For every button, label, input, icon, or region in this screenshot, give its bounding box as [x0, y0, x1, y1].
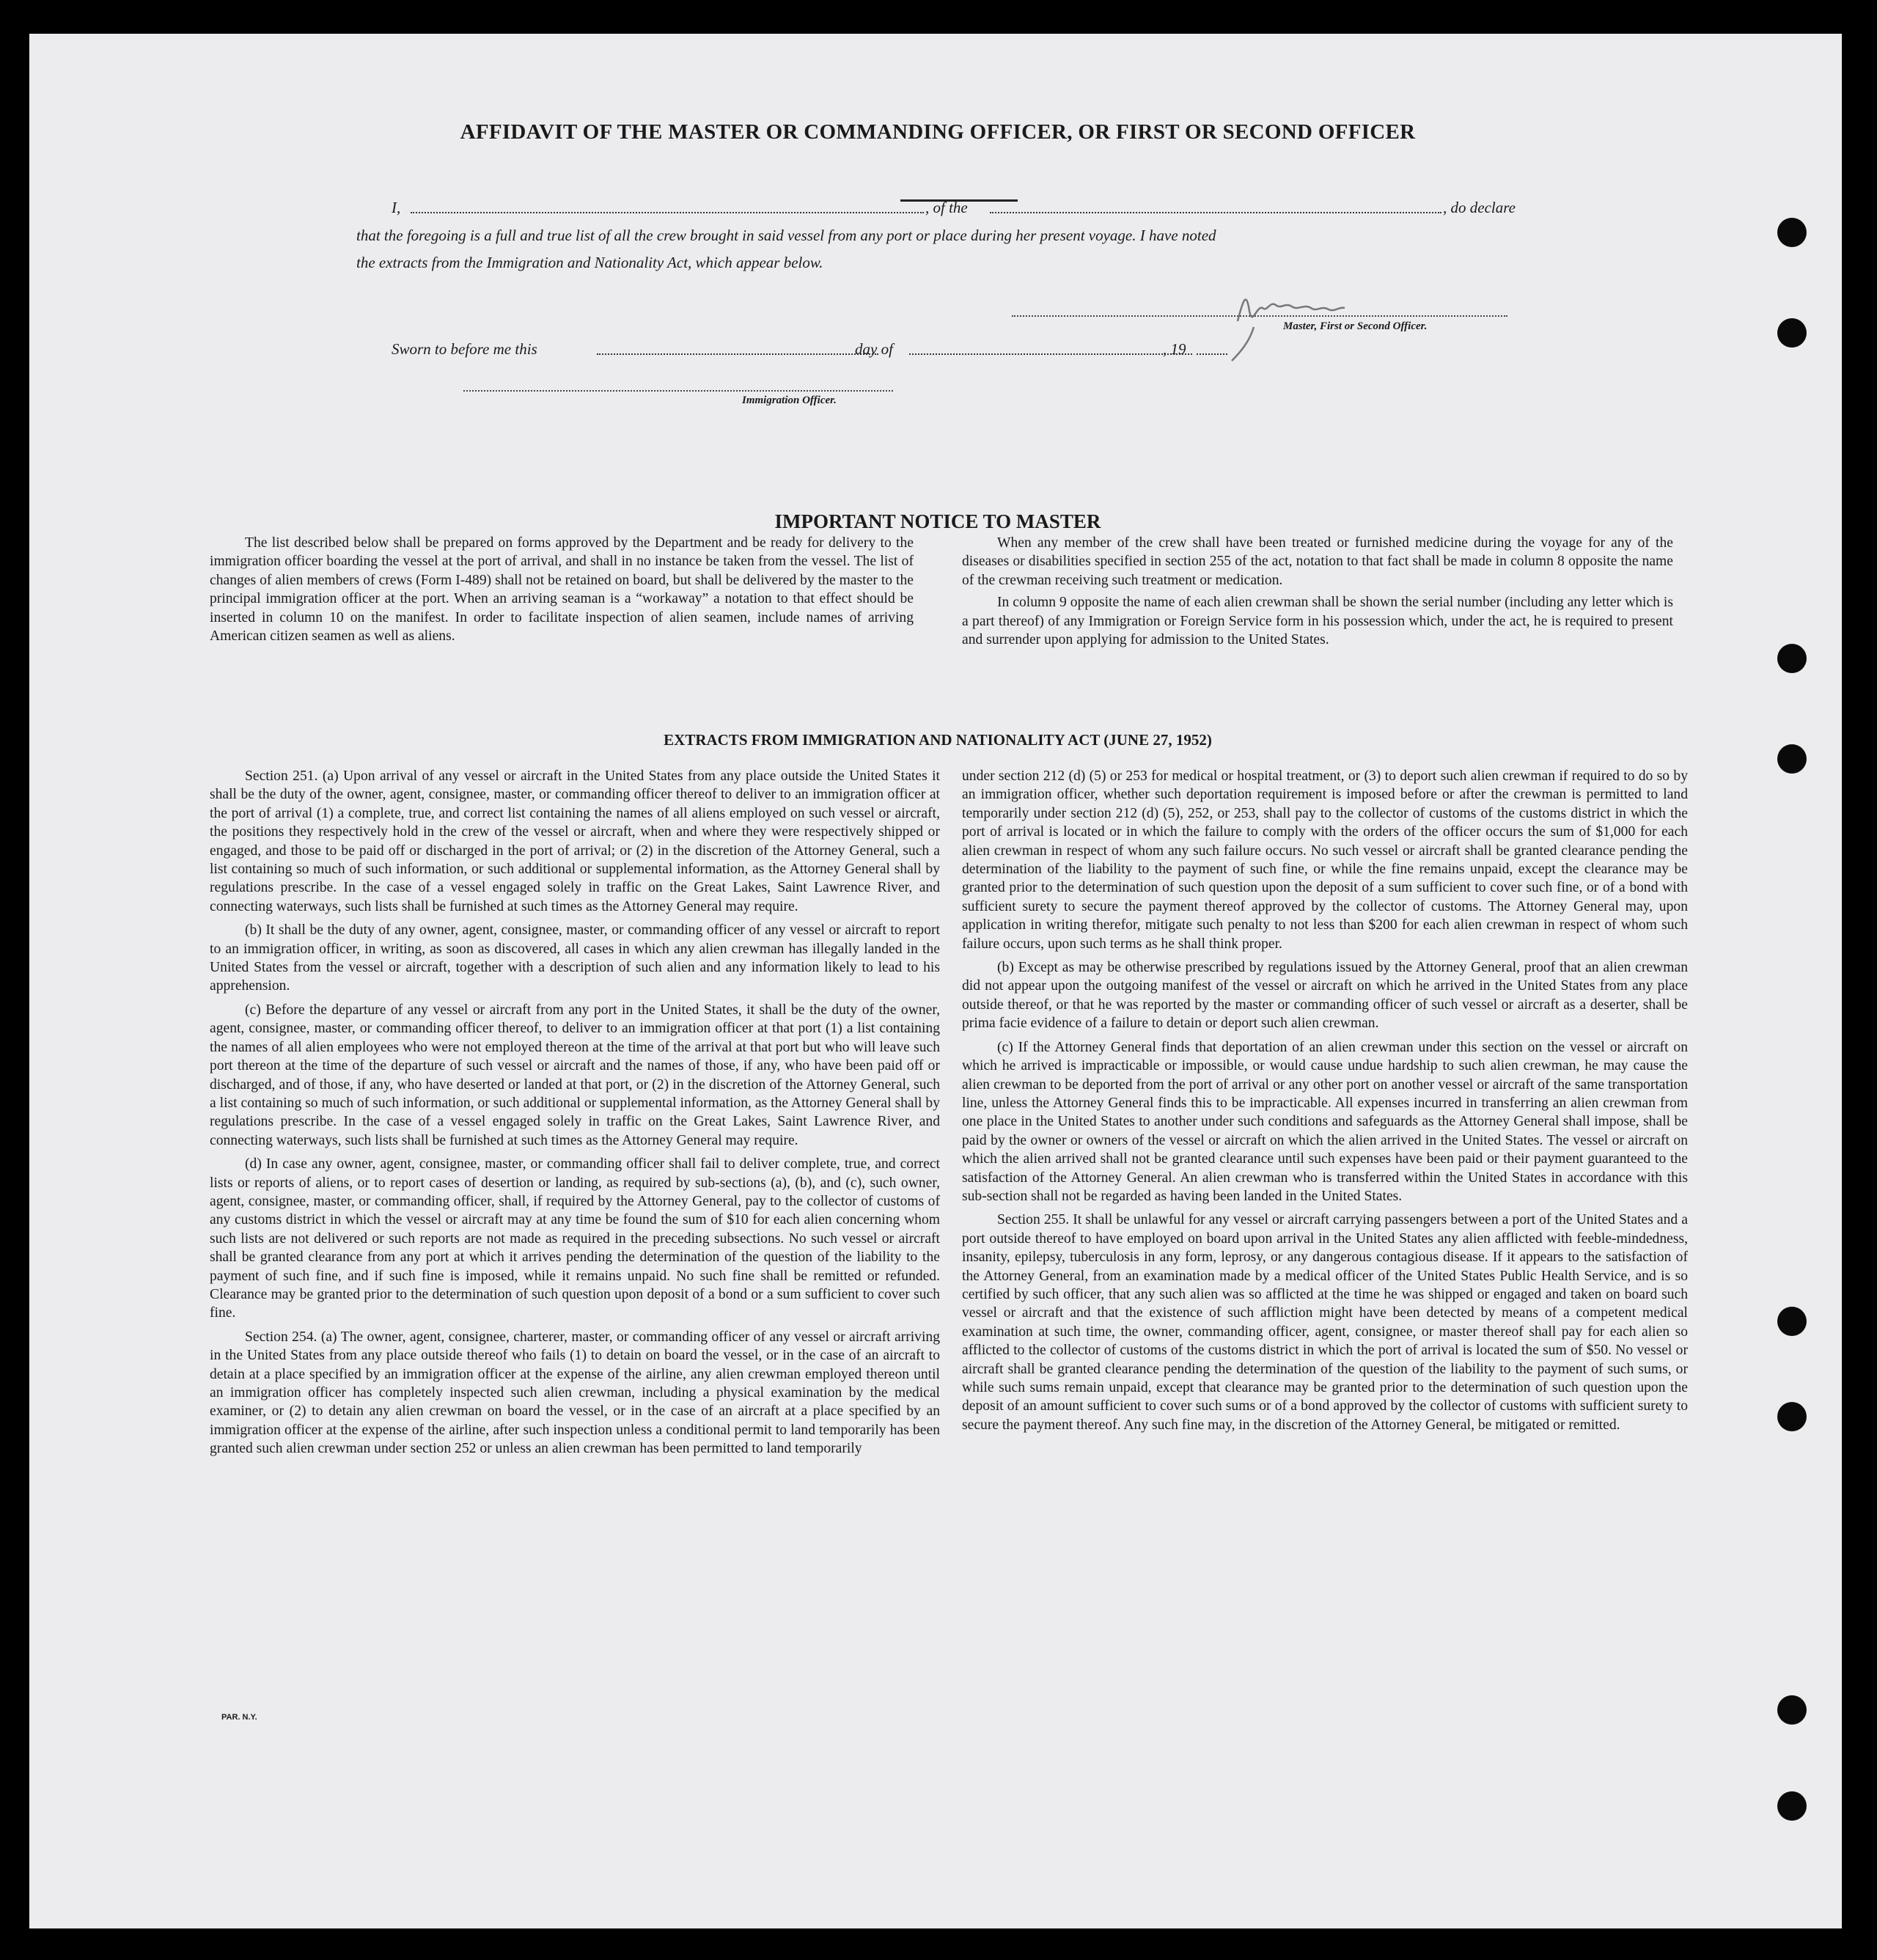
extracts-right-column	[962, 767, 1688, 1434]
section-254-a-continued: under section 212 (d) (5) or 253 for medical or hospital treatment, or (3) to deport such alien crewman if required to do so by an immigration officer, whether such deportation requirement is imposed before or after the crewman is permitted to land temporarily under section 212 (d) (5), 252, or 253, shall pay to the collector of customs of the customs district in which the port of arrival is located or in which the failure to comply with the orders of the officer occurs the sum of $1,000 for each alien crewman in respect of whom any such failure occurs. No such vessel or aircraft shall be granted clearance pending the determination of the liability to the payment of such fine, or while the fine remains unpaid, except the clearance may be granted prior to the determination of such question upon the deposit of a sum sufficient to cover such fine, or of a bond with sufficient surety to secure the payment thereof approved by the collector of customs. The Attorney General may, upon application in writing therefor, mitigate such penalty to not less than $200 for each alien crewman in respect of whom such failure occurs, upon such terms as he shall think proper.	[962, 768, 1688, 952]
sworn-month-field[interactable]	[909, 353, 1192, 355]
decl-do-declare: , do declare	[1443, 199, 1516, 216]
vessel-field[interactable]	[990, 212, 1441, 213]
officer-signature-line[interactable]	[463, 390, 893, 392]
binder-hole	[1777, 1402, 1807, 1431]
decl-i: I,	[392, 199, 401, 216]
section-254-c: (c) If the Attorney General finds that deportation of an alien crewman under this section on the vessel or aircraft on which he arrived is impracticable or impossible, or would cause undue hardship to such alien crewman, he may cause the alien crewman to be deported from the port of arrival or any other port on another vessel or aircraft of the same transportation line, unless the Attorney General finds this to be impracticable. All expenses incurred in transferring an alien crewman from one place in the United States to another under such conditions and safeguards as the Attorney General shall impose, shall be paid by the owner or owners of the vessel or aircraft on which the alien arrived in the United States. The vessel or aircraft on which the alien arrived shall not be granted clearance until such expenses have been paid or their payment guaranteed to the satisfaction of the Attorney General. An alien crewman who is transferred within the United States in accordance with this sub-section shall not be regarded as having been landed in the United States.	[962, 1039, 1688, 1204]
binder-hole	[1777, 1695, 1807, 1725]
section-251-d: (d) In case any owner, agent, consignee, master, or commanding officer shall fail to deliver complete, true, and correct lists or reports of aliens, or to report cases of desertion or landing, as required by sub-sections (a), (b), and (c), such owner, agent, consignee, master, or commanding officer, shall, if required by the Attorney General, pay to the collector of customs of any customs district in which the vessel or aircraft may at any time be found the sum of $10 for each alien concerning whom such lists are not delivered or such reports are not made as required in the preceding subsections. No such vessel or aircraft shall be granted clearance from any port at which it arrives pending the determination of the question of the liability to the payment of such fine, and if such fine is imposed, while it remains unpaid. No such fine shall be remitted or refunded. Clearance may be granted prior to the determination of such question upon deposit of a bond or a sum sufficient to cover such fine.	[210, 1156, 940, 1321]
notice-left-column	[210, 534, 914, 645]
sworn-day-field[interactable]	[597, 353, 878, 355]
extracts-left-column	[210, 767, 940, 1458]
sworn-year-field[interactable]	[1197, 353, 1227, 355]
binder-hole	[1777, 644, 1807, 673]
notice-right-paragraph-2: In column 9 opposite the name of each alien crewman shall be shown the serial number (including any letter which is a part thereof) of any Immigration or Foreign Service form in his possession which, under the act, he is required to present and surrender upon applying for admission to the United States.	[962, 595, 1673, 648]
name-field[interactable]	[411, 212, 924, 213]
document-page	[29, 34, 1842, 1928]
day-of-text: day of	[855, 340, 893, 358]
binder-hole	[1777, 744, 1807, 774]
sworn-text: Sworn to before me this	[392, 340, 537, 358]
decl-line-2: that the foregoing is a full and true list of all the crew brought in said vessel from any port or place during her present voyage. I have noted	[356, 227, 1216, 244]
section-254-a: Section 254. (a) The owner, agent, consignee, charterer, master, or commanding officer of any vessel or aircraft arriving in the United States from any place outside thereof who fails (1) to detain on board the vessel, or in the case of an aircraft to detain at a place specified by an immigration officer at the expense of the airline, any alien crewman employed thereon until an immigration officer has completely inspected such alien crewman, including a physical examination by the medical examiner, or (2) to detain any alien crewman on board the vessel, or in the case of an aircraft at a place specified by an immigration officer at the expense of the airline, after such inspection unless a conditional permit to land temporarily has been granted such alien crewman under section 252 or unless an alien crewman has been permitted to land temporarily	[210, 1329, 940, 1457]
handwritten-signature	[1224, 276, 1459, 364]
year-prefix: , 19	[1163, 340, 1186, 358]
section-251-a: Section 251. (a) Upon arrival of any vessel or aircraft in the United States from any place outside the United States it shall be the duty of the owner, agent, consignee, master, or commanding officer thereof to deliver to an immigration officer at the port of arrival (1) a complete, true, and correct list containing the names of all aliens employed on such vessel or aircraft, the positions they respectively hold in the crew of the vessel or aircraft, when and where they were respectively shipped or engaged, and those to be paid off or discharged in the port of arrival; or (2) in the discretion of the Attorney General, such a list containing so much of such information, or such additional or supplemental information, as the Attorney General shall by regulations prescribe. In the case of a vessel engaged solely in traffic on the Great Lakes, Saint Lawrence River, and connecting waterways, such lists shall be furnished at such times as the Attorney General may require.	[210, 768, 940, 914]
notice-left-paragraph: The list described below shall be prepared on forms approved by the Department and be ready for delivery to the immigration officer boarding the vessel at the port of arrival, and shall in no instance be taken from the vessel. The list of changes of alien members of crews (Form I-489) shall not be retained on board, but shall be delivered by the master to the principal immigration officer at the port. When an arriving seaman is a “workaway” a notation to that effect should be inserted in column 10 on the manifest. In order to facilitate inspection of alien seamen, include names of arriving American citizen seamen as well as aliens.	[210, 535, 914, 645]
decl-of-the: , of the	[925, 199, 968, 216]
binder-hole	[1777, 1791, 1807, 1821]
section-255: Section 255. It shall be unlawful for any vessel or aircraft carrying passengers between a port of the United States and a port outside thereof to have employed on board upon arrival in the United States any alien afflicted with feeble-mindedness, insanity, epilepsy, tuberculosis in any form, leprosy, or any dangerous contagious disease. If it appears to the satisfaction of the Attorney General, from an examination made by a medical officer of the United States Public Health Service, and is so certified by such officer, that any such alien was so afflicted at the time he was shipped or engaged and taken on board such vessel or aircraft and that the existence of such affliction might have been detected by means of a competent medical examination at such time, the owner, commanding officer, agent, consignee, or master thereof shall pay for each alien so afflicted to the collector of customs of the customs district in which the port of arrival is located the sum of $50. No vessel or aircraft shall be granted clearance pending the determination of the question of the liability to the payment of such sums, or while such sums remain unpaid, except that clearance may be granted prior to the determination of such question upon the deposit of an amount sufficient to cover such sums or of a bond approved by the collector of customs with sufficient surety to secure the payment thereof. Any such fine may, in the discretion of the Attorney General, be mitigated or remitted.	[962, 1212, 1688, 1433]
notice-right-paragraph-1: When any member of the crew shall have been treated or furnished medicine during the voyage for any of the diseases or disabilities specified in section 255 of the act, notation to that fact shall be made in column 8 opposite the name of the crewman receiving such treatment or medication.	[962, 535, 1673, 588]
section-251-b: (b) It shall be the duty of any owner, agent, consignee, master, or commanding officer of any vessel or aircraft to report to an immigration officer, in writing, as soon as discovered, all cases in which any alien crewman has illegally landed in the United States from the vessel or aircraft, together with a description of such alien and any information likely to lead to his apprehension.	[210, 922, 940, 994]
binder-hole	[1777, 318, 1807, 348]
printer-mark: PAR. N.Y.	[221, 1713, 257, 1722]
binder-hole	[1777, 1307, 1807, 1336]
notice-right-column	[962, 534, 1673, 649]
officer-label: Immigration Officer.	[742, 394, 837, 406]
affidavit-title: AFFIDAVIT OF THE MASTER OR COMMANDING OFFICER, OR FIRST OR SECOND OFFICER	[460, 120, 1416, 144]
section-254-b: (b) Except as may be otherwise prescribed by regulations issued by the Attorney General, proof that an alien crewman did not appear upon the outgoing manifest of the vessel or aircraft on which he arrived in the United States from any place outside thereof, or that he was reported by the master or commanding officer of such vessel or aircraft as a deserter, shall be prima facie evidence of a failure to detain or deport such alien crewman.	[962, 960, 1688, 1032]
binder-hole	[1777, 218, 1807, 247]
notice-title: IMPORTANT NOTICE TO MASTER	[774, 510, 1101, 532]
master-label: Master, First or Second Officer.	[1283, 320, 1428, 332]
section-251-c: (c) Before the departure of any vessel or aircraft from any port in the United States, it shall be the duty of the owner, agent, consignee, master, or commanding officer thereof, to deliver to an immigration officer at that port (1) a list containing the names of all alien employees who were not employed thereon at the time of the arrival at that port but who will leave such port thereon at the time of the departure of such vessel or aircraft and the names of those, if any, who have been paid off or discharged, and of those, if any, who have deserted or landed at that port, or (2) in the discretion of the Attorney General, such a list containing so much of such information, or such additional or supplemental information, as the Attorney General shall by regulations prescribe. In the case of a vessel engaged solely in traffic on the Great Lakes, Saint Lawrence River, and connecting waterways, such lists shall be furnished at such times as the Attorney General may require.	[210, 1002, 940, 1148]
extracts-title: EXTRACTS FROM IMMIGRATION AND NATIONALITY ACT (JUNE 27, 1952)	[664, 731, 1212, 749]
decl-line-3: the extracts from the Immigration and Nationality Act, which appear below.	[356, 254, 823, 271]
